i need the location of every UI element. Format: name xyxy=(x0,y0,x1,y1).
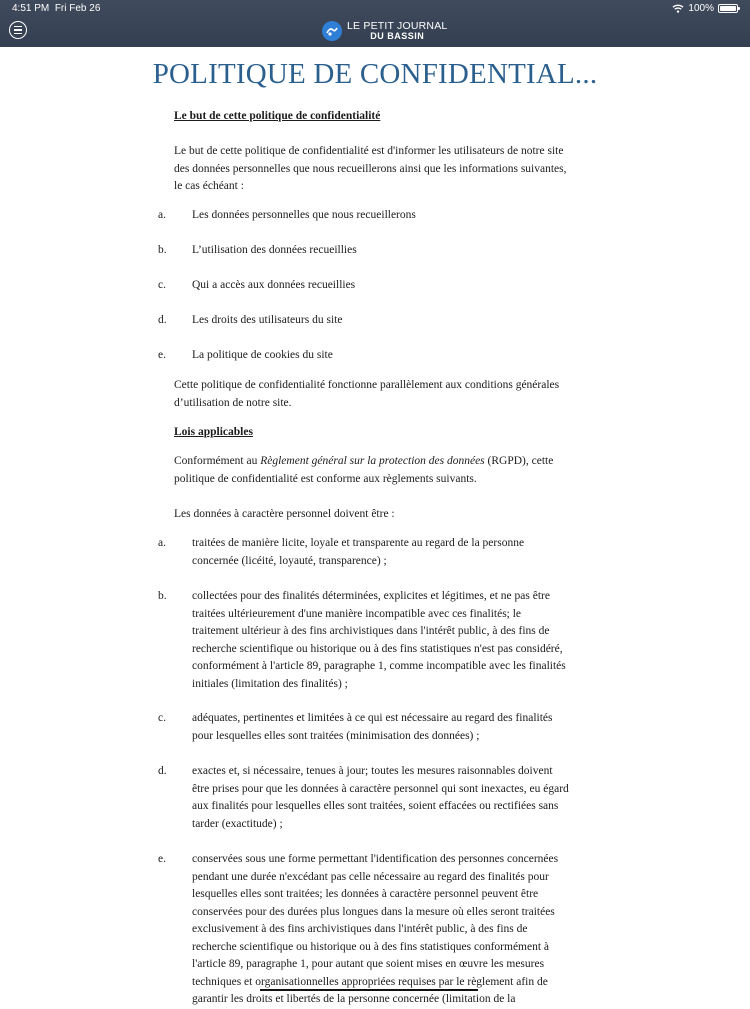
status-bar xyxy=(0,0,750,18)
purpose-outro: Cette politique de confidentialité fonctionne parallèlement aux conditions générales d’utilisation de notre site. xyxy=(174,379,560,409)
status-indicators xyxy=(672,3,738,14)
section-heading-laws: Lois applicables xyxy=(174,426,253,438)
status-time: 4:51 PM Fri Feb 26 xyxy=(12,3,101,14)
battery-icon xyxy=(718,4,738,13)
page-title: POLITIQUE DE CONFIDENTIAL... xyxy=(152,58,598,90)
laws-intro: Conformément au Règlement général sur la protection des données (RGPD), cette politique de confidentialité est conforme aux règlements suivants. xyxy=(174,455,554,485)
scroll-indicator xyxy=(260,989,478,991)
section-heading-purpose: Le but de cette politique de confidentialité xyxy=(174,110,381,122)
brand-logo[interactable] xyxy=(322,19,447,43)
app-header xyxy=(0,0,750,47)
purpose-intro: Le but de cette politique de confidentialité est d'informer les utilisateurs de notre site des données personnelles que nous recueillerons ainsi que les informations suivantes, le cas échéant : xyxy=(174,145,567,192)
wifi-icon xyxy=(672,4,684,13)
logo-mark-icon xyxy=(322,21,342,41)
battery-percent: 100% xyxy=(688,3,714,14)
laws-lead: Les données à caractère personnel doivent être : xyxy=(174,508,395,520)
menu-button[interactable] xyxy=(9,21,27,39)
brand-line2: DU BASSIN xyxy=(370,31,425,41)
brand-line1: LE PETIT JOURNAL xyxy=(347,20,448,32)
